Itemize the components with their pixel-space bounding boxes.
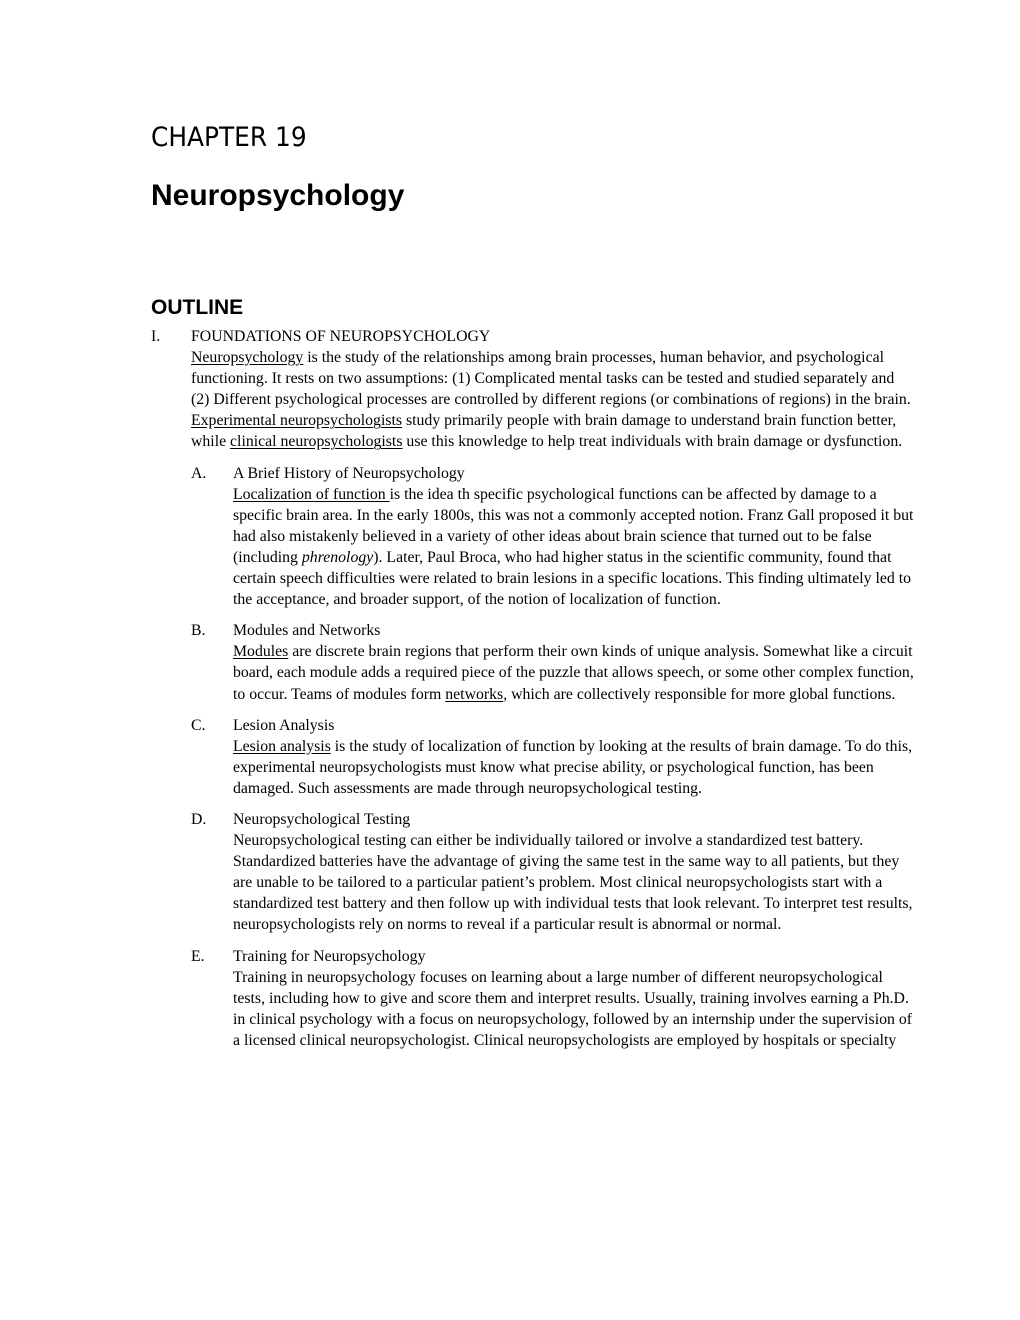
subsection-marker: D. [191,810,207,828]
section-title: FOUNDATIONS OF NEUROPSYCHOLOGY [191,328,491,345]
body-text: is the idea th specific psychological functions can be affected by damage to a specific brain area. In the early 1800s, this was not a commonly accepted notion. Franz Gall proposed it but had also mistakenly believed in a variety of other ideas about brain science that turned out to be false (including [233,485,914,566]
outline-subsection [191,946,916,1051]
subsection-body [233,736,916,799]
subsection-marker: A. [191,464,207,482]
body-text: use this knowledge to help treat individuals with brain damage or dysfunction. [402,433,903,451]
key-term: Localization of function [233,485,390,503]
chapter-title: Neuropsychology [151,179,405,212]
subsection-title: A Brief History of Neuropsychology [233,464,465,482]
body-text: Training in neuropsychology focuses on learning about a large number of different neuropsychological tests, including how to give and score them and interpret results. Usually, training involves earning a Ph.D. in clinical psychology with a focus on neuropsychology, followed by an internship under the supervision of a licensed clinical neuropsychologist. Clinical neuropsychologists are employed by hospitals or specialty [233,968,912,1049]
subsection-body [233,484,916,611]
subsection-title: Modules and Networks [233,622,381,640]
subsection-body [233,967,916,1051]
subsection-marker: C. [191,716,206,734]
key-term: Lesion analysis [233,737,331,755]
outline-section [151,326,916,1051]
body-text: study primarily people with brain damage to understand brain function better, while [191,412,897,451]
outline-subsection [191,715,916,799]
key-term: clinical neuropsychologists [230,433,403,451]
body-text: , which are collectively responsible for more global functions. [503,685,896,703]
key-term: Modules [233,643,289,661]
body-text: ). Later, Paul Broca, who had higher status in the scientific community, found that certain speech difficulties were related to brain lesions in a specific locations. This finding ultimately led to the acceptance, and broader support, of the notion of localization of function. [233,548,912,609]
section-marker: I. [151,328,161,345]
subsection-title: Training for Neuropsychology [233,947,426,965]
outline-list [151,326,916,1051]
body-text: Neuropsychological testing can either be individually tailored or involve a standardized test battery. Standardized batteries have the advantage of giving the same test in the same way to all patients, but they are unable to be tailored to a particular patient’s problem. Most clinical neuropsychologists start with a standardized test battery and then follow up with individual tests that look relevant. To interpret test results, neuropsychologists rely on norms to reveal if a particular result is abnormal or normal. [233,832,913,934]
body-text: is the study of the relationships among brain processes, human behavior, and psychological functioning. It rests on two assumptions: (1) Complicated mental tasks can be tested and studied separately and (2) Different psychological processes are controlled by different regions (or combinations of regions) in the brain. [191,349,911,409]
subsection-body [233,830,916,935]
key-term: Neuropsychology [191,349,304,367]
body-text: is the study of localization of function by looking at the results of brain damage. To do this, experimental neuropsychologists must know what precise ability, or psychological function, has been damaged. Such assessments are made through neuropsychological testing. [233,737,913,797]
outline-subsection [191,463,916,611]
subsection-marker: E. [191,947,205,965]
outline-subsection [191,620,916,704]
key-term: networks [445,685,504,703]
outline-heading: OUTLINE [151,296,244,319]
key-term: Experimental neuropsychologists [191,412,403,430]
outline-subsection [191,809,916,936]
section-body [191,347,916,452]
subsection-title: Neuropsychological Testing [233,810,411,828]
subsection-marker: B. [191,622,206,640]
body-text: are discrete brain regions that perform their own kinds of unique analysis. Somewhat like a circuit board, each module adds a required piece of the puzzle that allows speech, or some other complex function, to occur. Teams of modules form [233,643,914,703]
italic-term: phrenology [301,548,374,566]
chapter-label: CHAPTER 19 [151,122,307,153]
subsection-title: Lesion Analysis [233,716,335,734]
subsection-body [233,641,916,704]
